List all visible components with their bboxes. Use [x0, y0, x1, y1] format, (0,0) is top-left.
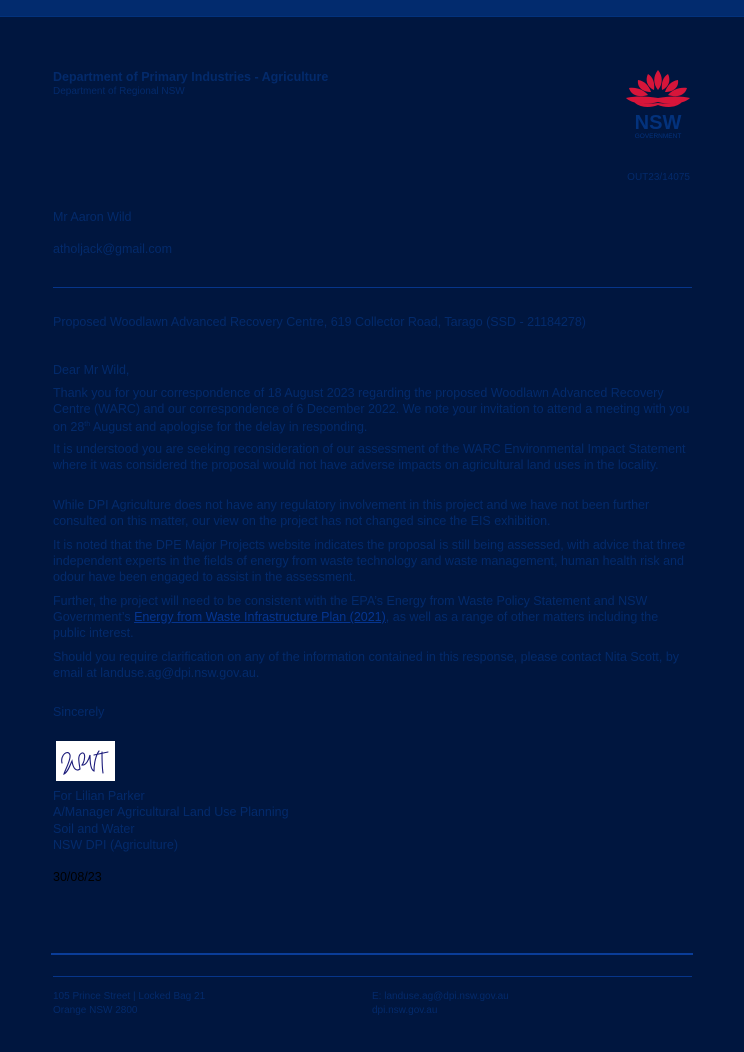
signatory-unit: Soil and Water	[53, 822, 135, 836]
footer-divider-top	[51, 953, 693, 955]
footer-contact	[372, 990, 509, 1018]
footer-address	[53, 990, 205, 1018]
paragraph-1-part-b: August and apologise for the delay in responding.	[90, 420, 368, 435]
footer-address-line-2: Orange NSW 2800	[53, 1005, 138, 1016]
waratah-icon	[626, 70, 690, 107]
handwritten-signature	[56, 741, 115, 781]
sub-department-name: Department of Regional NSW	[53, 86, 185, 97]
header-divider	[53, 287, 692, 288]
footer-address-line-1: 105 Prince Street | Locked Bag 21	[53, 991, 206, 1002]
paragraph-3: While DPI Agriculture does not have any regulatory involvement in this project and we have not been further consulted on this matter, our view on the project has not changed since the EIS exhibition.	[53, 498, 650, 528]
signatory-name: For Lilian Parker	[53, 789, 145, 803]
letter-date: 30/08/23	[53, 870, 102, 884]
paragraph-1-superscript: th	[84, 421, 91, 428]
paragraph-2: It is understood you are seeking reconsideration of our assessment of the WARC Environmental Impact Statement where it was considered the proposal would not have adverse impacts on agricultural land uses in the locality.	[53, 442, 686, 472]
footer-email[interactable]: E: landuse.ag@dpi.nsw.gov.au	[372, 991, 509, 1002]
paragraph-5-part-b: , as well as a range of other matters including the public interest.	[53, 610, 659, 640]
salutation: Dear Mr Wild,	[53, 363, 130, 377]
paragraph-4: It is noted that the DPE Major Projects website indicates the proposal is still being assessed, with advice that three independent experts in the fields of energy from waste technology and waste management, human health risk and odour have been engaged to assist in the assessment.	[53, 538, 686, 584]
department-name: Department of Primary Industries - Agriculture	[53, 70, 329, 84]
signature-image	[56, 741, 115, 781]
footer-divider-bottom	[53, 976, 692, 977]
paragraph-5	[53, 593, 693, 641]
paragraph-1-part-a: Thank you for your correspondence of 18 August 2023 regarding the proposed Woodlawn Advanced Recovery Centre (WARC) and our correspondence of 6 December 2022. We note your invitation to attend a meeting with you on 28	[53, 386, 690, 435]
logo-nsw-text: NSW	[634, 112, 682, 134]
recipient-name: Mr Aaron Wild	[53, 210, 132, 224]
signatory-organisation: NSW DPI (Agriculture)	[53, 838, 179, 852]
signatory-title: A/Manager Agricultural Land Use Planning	[53, 805, 289, 819]
paragraph-1	[53, 385, 693, 435]
energy-from-waste-plan-link[interactable]: Energy from Waste Infrastructure Plan (2021)	[134, 610, 386, 624]
logo-government-text: GOVERNMENT	[634, 133, 682, 140]
paragraph-6: Should you require clarification on any of the information contained in this response, please contact Nita Scott, by email at landuse.ag@dpi.nsw.gov.au.	[53, 650, 680, 680]
letter-subject: Proposed Woodlawn Advanced Recovery Centre, 619 Collector Road, Tarago (SSD - 21184278)	[53, 315, 586, 329]
footer-website[interactable]: dpi.nsw.gov.au	[372, 1005, 438, 1016]
nsw-government-logo	[624, 68, 692, 140]
top-bar	[0, 0, 744, 17]
recipient-email: atholjack@gmail.com	[53, 242, 172, 256]
reference-number: OUT23/14075	[627, 172, 690, 183]
closing: Sincerely	[53, 705, 105, 719]
paragraph-5-part-a: Further, the project will need to be consistent with the EPA’s Energy from Waste Policy Statement and NSW Government’s	[53, 594, 648, 624]
